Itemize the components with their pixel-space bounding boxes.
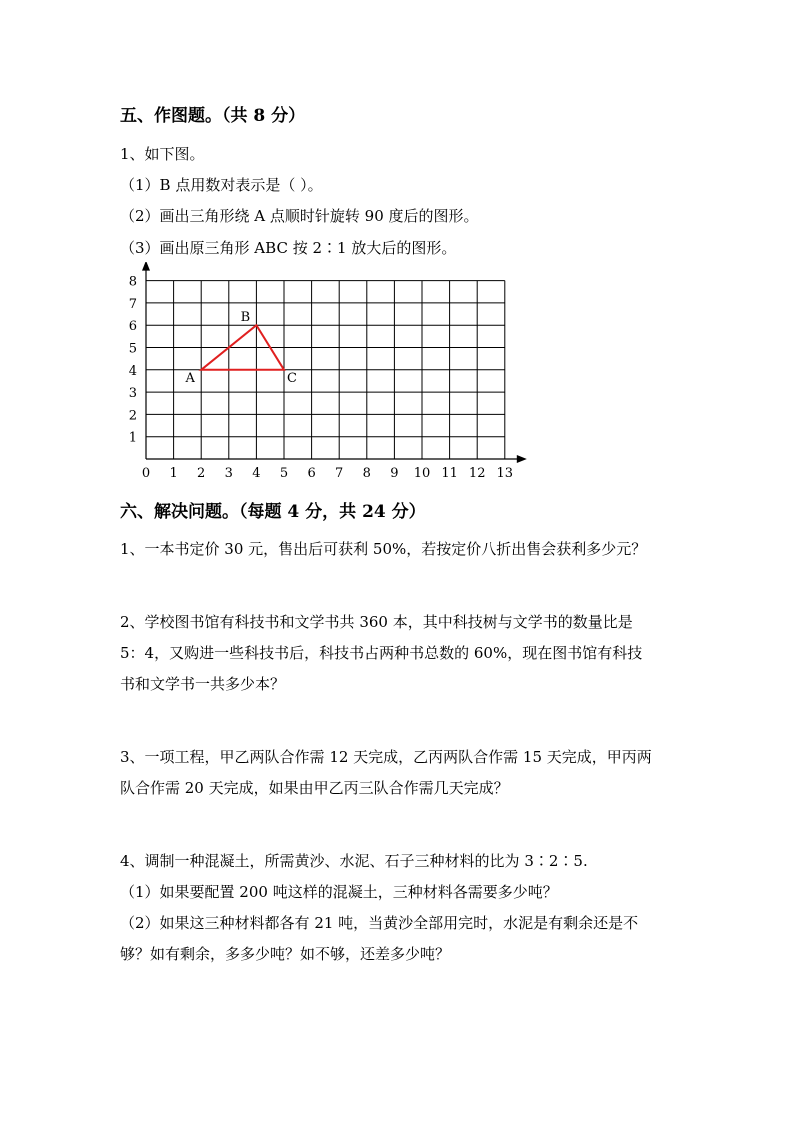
y-axis-arrow-icon [142, 262, 150, 271]
x-tick-label: 4 [252, 466, 261, 481]
x-tick-label: 10 [413, 466, 431, 481]
y-tick-label: 1 [128, 430, 137, 446]
x-tick-label: 6 [307, 466, 316, 481]
problem-4-title: 4、调制一种混凝土，所需黄沙、水泥、石子三种材料的比为 3∶2∶5. [120, 852, 588, 870]
axes [142, 262, 527, 463]
x-tick-label: 9 [390, 466, 399, 481]
y-tick-label: 2 [128, 408, 137, 424]
x-tick-label: 12 [468, 466, 486, 481]
vertex-label-a: A [185, 370, 195, 386]
y-tick-label: 3 [128, 386, 137, 402]
problem-3-line-2: 队合作需 20 天完成，如果由甲乙丙三队合作需几天完成？ [120, 779, 509, 797]
x-tick-label: 8 [362, 466, 371, 481]
y-tick-label: 4 [128, 363, 137, 379]
vertex-label-b: B [240, 310, 251, 326]
coordinate-grid-figure [117, 262, 537, 487]
problem-2-line-3: 书和文学书一共多少本？ [120, 675, 286, 693]
problem-2-line-1: 2、学校图书馆有科技书和文学书共 360 本，其中科技树与文学书的数量比是 [120, 613, 633, 631]
x-tick-label: 7 [335, 466, 344, 481]
vertex-label-c: C [287, 370, 297, 386]
section-5-heading: 五、作图题。（共 8 分） [120, 106, 306, 126]
x-tick-label: 11 [441, 466, 458, 481]
y-tick-labels [129, 275, 137, 446]
y-tick-label: 8 [128, 274, 137, 290]
question-1-title: 1、如下图。 [120, 145, 205, 163]
section-6-heading: 六、解决问题。（每题 4 分，共 24 分） [120, 502, 426, 522]
problem-4-part-2: （2）如果这三种材料都各有 21 吨，当黄沙全部用完时，水泥是有剩余还是不 [120, 914, 639, 932]
question-1-part-1: （1）B 点用数对表示是（ ）。 [120, 176, 323, 194]
x-tick-label: 0 [141, 466, 151, 481]
x-tick-labels [142, 466, 513, 481]
problem-4-part-1: （1）如果要配置 200 吨这样的混凝土，三种材料各需要多少吨？ [120, 883, 558, 901]
question-1-part-2: （2）画出三角形绕 A 点顺时针旋转 90 度后的图形。 [120, 207, 479, 225]
problem-2-line-2: 5：4，又购进一些科技书后，科技书占两种书总数的 60%，现在图书馆有科技 [120, 644, 643, 662]
y-tick-label: 5 [128, 341, 137, 357]
x-axis-arrow-icon [517, 455, 527, 463]
y-tick-label: 6 [128, 319, 137, 335]
y-tick-label: 7 [128, 296, 137, 312]
x-tick-label: 5 [279, 466, 289, 481]
problem-4-part-3: 够？如有剩余，多多少吨？如不够，还差多少吨？ [120, 945, 451, 963]
question-1-part-3: （3）画出原三角形 ABC 按 2∶1 放大后的图形。 [120, 239, 457, 257]
problem-3-line-1: 3、一项工程，甲乙两队合作需 12 天完成，乙丙两队合作需 15 天完成，甲丙两 [120, 748, 652, 766]
x-tick-label: 13 [496, 466, 514, 481]
x-tick-label: 3 [224, 466, 233, 481]
x-tick-label: 1 [169, 466, 178, 481]
x-tick-label: 2 [197, 466, 206, 481]
problem-1-text: 1、一本书定价 30 元，售出后可获利 50%，若按定价八折出售会获利多少元？ [120, 540, 647, 558]
